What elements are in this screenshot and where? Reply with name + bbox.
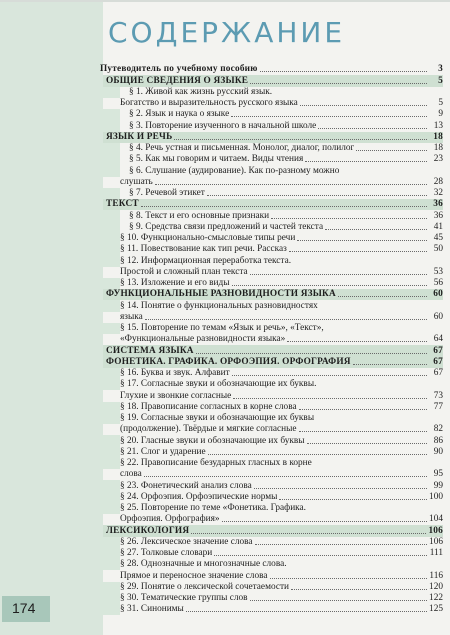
page-top-edge [0, 0, 450, 2]
toc-entry-title: § 1. Живой как жизнь русский язык. [129, 86, 273, 97]
toc-leader-dots [287, 341, 427, 342]
toc-entry [100, 593, 443, 604]
toc-page-number: 73 [433, 390, 443, 401]
toc-leader-dots [250, 600, 427, 601]
toc-page-number: 67 [433, 356, 443, 367]
toc-page-number: 32 [433, 188, 443, 198]
toc-page-number: 104 [429, 514, 443, 525]
toc-entry [100, 188, 443, 199]
toc-leader-dots [297, 240, 427, 241]
toc-entry-title: § 16. Буква и звук. Алфавит [120, 368, 230, 378]
toc-leader-dots [255, 544, 427, 545]
toc-entry-title: § 3. Повторение изученного в начальной школе [129, 120, 317, 131]
toc-entry [100, 278, 443, 289]
toc-entry-title: § 13. Изложение и его виды [120, 278, 230, 288]
toc-entry-title: § 7. Речевой этикет [129, 188, 205, 198]
toc-page-number: 82 [433, 424, 443, 435]
toc-leader-dots [141, 206, 427, 207]
toc-page-number: 36 [433, 199, 443, 210]
toc-leader-dots [353, 364, 427, 365]
toc-entry-title: § 22. Правописание безударных гласных в корне [120, 458, 312, 468]
toc-page-number: 41 [433, 221, 443, 232]
toc-page-number: 77 [433, 401, 443, 412]
toc-page-number: 99 [433, 480, 443, 491]
toc-entry [100, 582, 443, 593]
toc-page-number: 125 [429, 604, 443, 615]
toc-page-number: 95 [433, 469, 443, 480]
toc-entry-title: § 6. Слушание (аудирование). Как по-разному можно [129, 165, 340, 176]
toc-page-number: 100 [429, 491, 443, 502]
toc-entry [100, 87, 443, 98]
toc-entry [100, 154, 443, 165]
toc-entry [100, 98, 443, 109]
toc-entry-title: § 5. Как мы говорим и читаем. Виды чтения [129, 154, 304, 165]
toc-page-number: 5 [438, 75, 443, 86]
toc-entry [100, 120, 443, 131]
toc-entry-title: § 25. Повторение по теме «Фонетика. Графика. [120, 503, 306, 513]
toc-leader-dots [260, 71, 427, 72]
toc-entry [100, 109, 443, 120]
toc-entry [100, 323, 443, 334]
toc-page-number: 18 [433, 143, 443, 153]
toc-entry [100, 604, 443, 615]
toc-leader-dots [279, 499, 427, 500]
toc-page-number: 122 [429, 593, 443, 603]
toc-leader-dots [356, 150, 427, 151]
toc-page-number: 120 [429, 581, 443, 592]
toc-entry [100, 267, 443, 278]
toc-entry-title: § 10. Функционально-смысловые типы речи [120, 233, 296, 243]
toc-entry-title: Глухие и звонкие согласные [120, 390, 232, 401]
toc-page-number: 106 [428, 525, 443, 536]
toc-leader-dots [186, 611, 427, 612]
toc-leader-dots [231, 116, 427, 117]
toc-entry-title: § 8. Текст и его основные признаки [129, 210, 270, 221]
toc-entry-title: слушать [120, 176, 153, 187]
toc-section-heading [103, 525, 443, 536]
toc-entry-title: § 27. Толковые словари [120, 548, 213, 558]
toc-leader-dots [144, 476, 427, 477]
toc-entry [100, 300, 443, 311]
toc-entry-title: § 23. Фонетический анализ слова [120, 480, 252, 491]
toc-leader-dots [299, 431, 428, 432]
toc-leader-dots [196, 353, 427, 354]
toc-leader-dots [325, 229, 427, 230]
toc-page-number: 56 [433, 278, 443, 288]
toc-entry [100, 447, 443, 458]
toc-leader-dots [250, 83, 427, 84]
toc-entry [100, 514, 443, 525]
toc-page-number: 64 [433, 334, 443, 345]
toc-leader-dots [307, 443, 427, 444]
toc-entry-title: «Функциональные разновидности языка» [120, 334, 286, 345]
toc-entry [100, 222, 443, 233]
toc-leader-dots [271, 218, 427, 219]
toc-entry-title: § 18. Правописание согласных в корне слова [120, 401, 297, 412]
toc-page-number: 106 [429, 536, 443, 547]
toc-entry [100, 480, 443, 491]
toc-page-number: 5 [438, 98, 443, 108]
toc-leader-dots [174, 139, 427, 140]
toc-section-heading [100, 64, 443, 75]
toc-entry-title: ТЕКСТ [106, 199, 139, 210]
toc-entry-title: § 11. Повествование как тип речи. Рассказ [120, 244, 287, 255]
toc-page-number: 9 [438, 109, 443, 120]
toc-entry-title: § 26. Лексическое значение слова [120, 536, 253, 547]
toc-page-number: 53 [433, 266, 443, 277]
toc-entry [100, 143, 443, 154]
toc-entry-title: СИСТЕМА ЯЗЫКА [106, 345, 194, 356]
toc-leader-dots [222, 521, 427, 522]
toc-entry [100, 424, 443, 435]
toc-entry-title: § 4. Речь устная и письменная. Монолог, диалог, полилог [129, 143, 355, 153]
toc-entry [100, 503, 443, 514]
toc-leader-dots [232, 375, 427, 376]
toc-entry-title: § 17. Согласные звуки и обозначающие их буквы. [120, 379, 317, 390]
toc-entry-title: § 2. Язык и наука о языке [129, 109, 230, 120]
toc-page-number: 50 [433, 244, 443, 255]
toc-entry-title: § 12. Информационная переработка текста. [120, 255, 292, 266]
toc-entry-title: § 28. Однозначные и многозначные слова. [120, 559, 287, 570]
toc-leader-dots [270, 578, 428, 579]
toc-page-number: 90 [433, 446, 443, 457]
toc-page-number: 86 [433, 435, 443, 446]
toc-page-number: 36 [433, 210, 443, 221]
toc-entry [100, 435, 443, 446]
toc-entry-title: языка [120, 311, 143, 322]
toc-entry [100, 559, 443, 570]
toc-entry-title: Простой и сложный план текста [120, 266, 248, 277]
toc-entry [100, 368, 443, 379]
toc-leader-dots [318, 128, 427, 129]
toc-entry-title: § 29. Понятие о лексической сочетаемости [120, 581, 289, 592]
toc-section-heading [103, 357, 443, 368]
toc-entry [100, 177, 443, 188]
toc-entry [100, 210, 443, 221]
toc-entry [100, 244, 443, 255]
toc-leader-dots [299, 409, 427, 410]
toc-entry-title: Орфоэпия. Орфография» [120, 514, 220, 525]
toc-section-heading [103, 199, 443, 210]
toc-entry [100, 548, 443, 559]
toc-entry-title: Богатство и выразительность русского языка [120, 98, 298, 108]
toc-entry [100, 334, 443, 345]
toc-entry-title: § 31. Синонимы [120, 604, 184, 615]
page-sidebar [0, 0, 103, 635]
toc-section-heading [103, 345, 443, 356]
toc-entry [100, 469, 443, 480]
toc-page-number: 60 [433, 311, 443, 322]
toc-section-heading [103, 289, 443, 300]
toc-entry-title: § 21. Слог и ударение [120, 446, 206, 457]
toc-page-number: 111 [429, 548, 443, 558]
toc-leader-dots [291, 589, 427, 590]
toc-entry-title: ФОНЕТИКА. ГРАФИКА. ОРФОЭПИЯ. ОРФОГРАФИЯ [106, 356, 351, 367]
toc-leader-dots [207, 195, 427, 196]
toc-entry-title: § 14. Понятие о функциональных разновидностях [120, 300, 318, 311]
toc-entry [100, 390, 443, 401]
toc-leader-dots [250, 274, 427, 275]
toc-page-number: 23 [433, 154, 443, 165]
toc-entry-title: (продолжение). Твёрдые и мягкие согласные [120, 424, 297, 435]
toc-page-number: 28 [433, 176, 443, 187]
toc-leader-dots [208, 454, 427, 455]
page-title: СОДЕРЖАНИЕ [108, 16, 346, 49]
toc-section-heading [103, 75, 443, 86]
toc-entry [100, 537, 443, 548]
toc-entry-title: ЯЗЫК И РЕЧЬ [106, 131, 173, 142]
toc-page-number: 60 [433, 289, 443, 300]
toc-entry-title: § 15. Повторение по темам «Язык и речь», «Текст», [120, 323, 324, 333]
toc-entry-title: Прямое и переносное значение слова [120, 570, 268, 581]
toc-entry [100, 458, 443, 469]
toc-entry-title: § 24. Орфоэпия. Орфоэпические нормы [120, 491, 278, 502]
table-of-contents [100, 64, 443, 615]
toc-entry [100, 255, 443, 266]
toc-leader-dots [233, 398, 427, 399]
toc-leader-dots [214, 555, 427, 556]
toc-section-heading [103, 132, 443, 143]
toc-leader-dots [155, 184, 427, 185]
toc-leader-dots [289, 251, 427, 252]
toc-leader-dots [232, 285, 427, 286]
toc-leader-dots [145, 319, 427, 320]
toc-leader-dots [338, 296, 427, 297]
toc-page-number: 18 [433, 131, 443, 142]
toc-entry-title: § 30. Тематические группы слов [120, 593, 248, 603]
toc-entry-title: Путеводитель по учебному пособию [100, 64, 258, 75]
toc-page-number: 13 [433, 120, 443, 131]
toc-entry-title: слова [120, 469, 142, 480]
toc-leader-dots [300, 105, 427, 106]
toc-leader-dots [305, 161, 427, 162]
toc-entry [100, 492, 443, 503]
toc-entry-title: § 9. Средства связи предложений и частей текста [129, 221, 324, 232]
toc-entry-title: ФУНКЦИОНАЛЬНЫЕ РАЗНОВИДНОСТИ ЯЗЫКА [106, 289, 336, 300]
toc-entry [100, 402, 443, 413]
toc-entry [100, 413, 443, 424]
toc-page-number: 67 [433, 368, 443, 378]
toc-entry-title: § 20. Гласные звуки и обозначающие их буквы [120, 435, 305, 446]
toc-page-number: 67 [433, 345, 443, 356]
toc-leader-dots [254, 488, 427, 489]
toc-entry-title: § 19. Согласные звуки и обозначающие их буквы [120, 413, 315, 423]
toc-entry [100, 570, 443, 581]
toc-entry [100, 233, 443, 244]
toc-leader-dots [191, 533, 426, 534]
toc-entry [100, 312, 443, 323]
toc-entry [100, 379, 443, 390]
page-number: 174 [12, 600, 36, 616]
toc-entry-title: ОБЩИЕ СВЕДЕНИЯ О ЯЗЫКЕ [106, 75, 249, 86]
toc-page-number: 45 [433, 233, 443, 243]
toc-page-number: 116 [429, 570, 443, 581]
toc-entry-title: ЛЕКСИКОЛОГИЯ [106, 525, 190, 536]
toc-entry [100, 165, 443, 176]
toc-page-number: 3 [438, 64, 443, 75]
